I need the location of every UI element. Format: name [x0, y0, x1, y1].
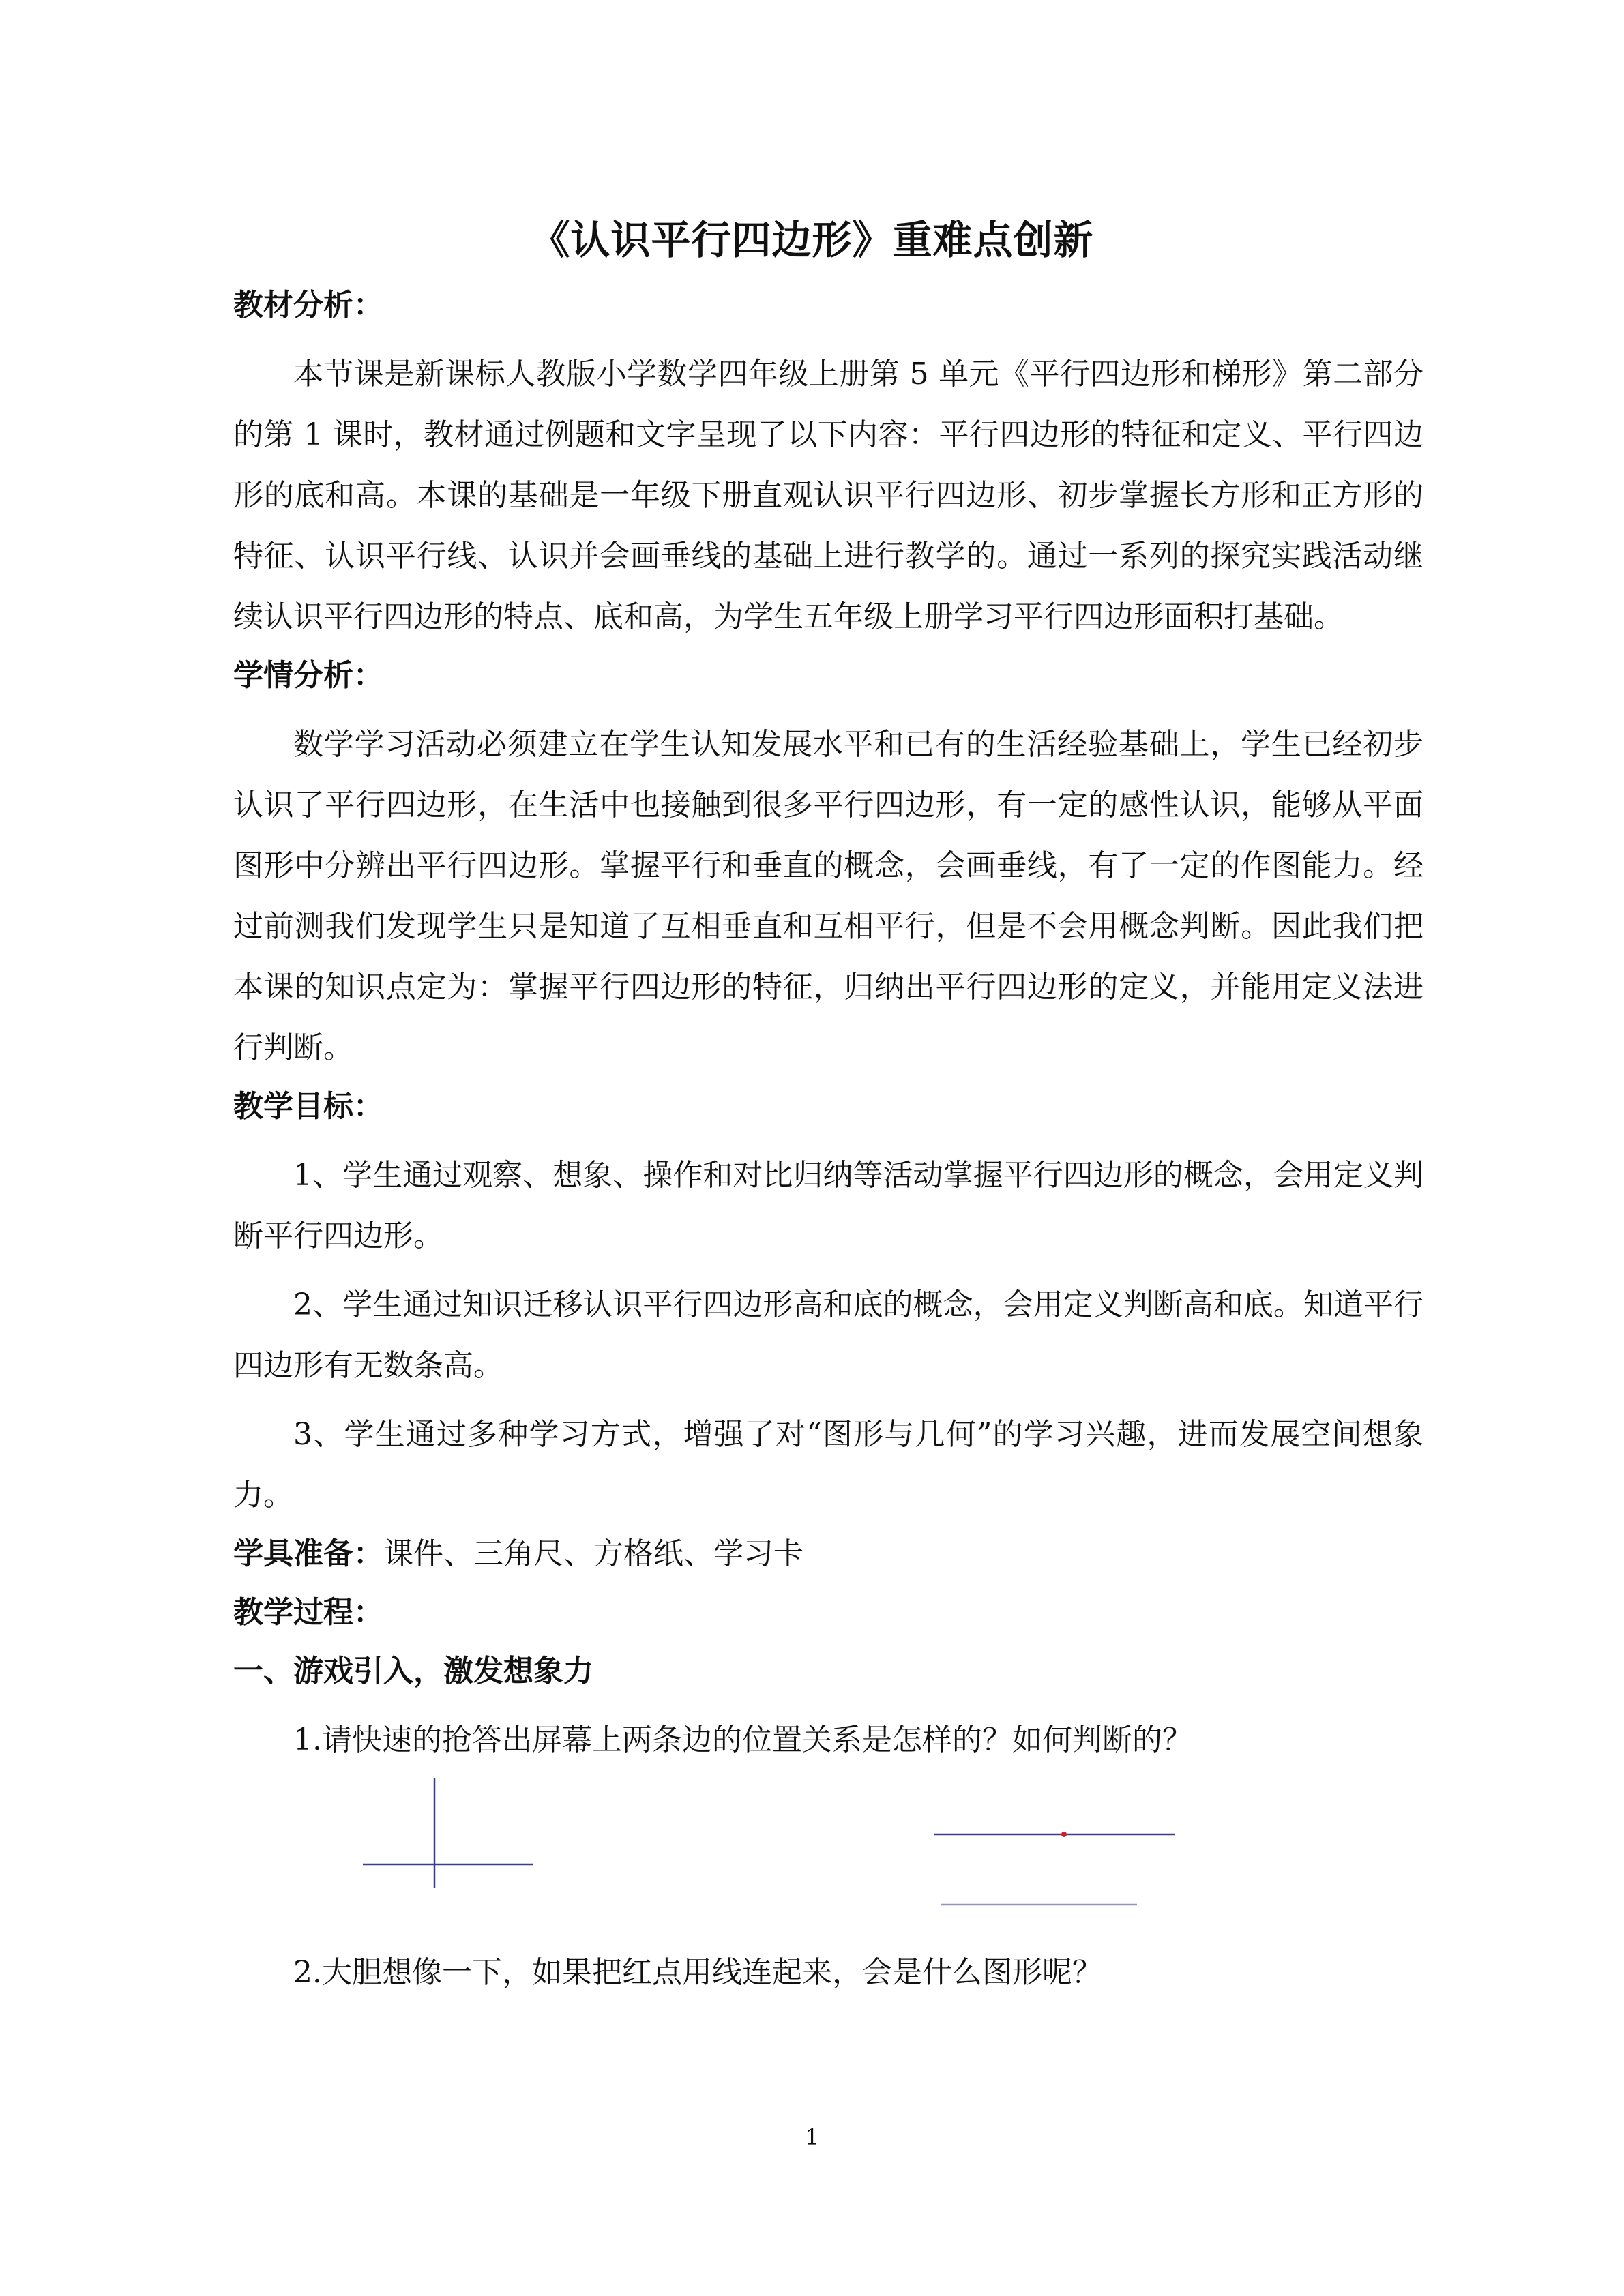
students-paragraph: 数学学习活动必须建立在学生认知发展水平和已有的生活经验基础上，学生已经初步认识了平行四边形，在生活中也接触到很多平行四边形，有一定的感性认识，能够从平面图形中分辨出平行四边形。掌握平行和垂直的概念，会画垂线，有了一定的作图能力。经过前测我们发现学生只是知道了互相垂直和互相平行，但是不会用概念判断。因此我们把本课的知识点定为：掌握平行四边形的特征，归纳出平行四边形的定义，并能用定义法进行判断。 [233, 727, 1423, 1065]
part1-heading: 一、游戏引入，激发想象力 [233, 1654, 593, 1688]
question-2: 2.大胆想像一下，如果把红点用线连起来，会是什么图形呢？ [293, 1955, 1102, 1990]
tools-label: 学具准备： [233, 1536, 383, 1571]
goal-item-2: 2、学生通过知识迁移认识平行四边形高和底的概念，会用定义判断高和底。知道平行四边形有无数条高。 [233, 1287, 1423, 1383]
tools-text: 课件、三角尺、方格纸、学习卡 [383, 1536, 803, 1571]
line-figures [233, 1778, 1423, 1935]
question-1: 1.请快速的抢答出屏幕上两条边的位置关系是怎样的？如何判断的？ [293, 1723, 1192, 1757]
goal-item-3: 3、学生通过多种学习方式，增强了对“图形与几何”的学习兴趣，进而发展空间想象力。 [233, 1417, 1423, 1512]
goal-item-1: 1、学生通过观察、想象、操作和对比归纳等活动掌握平行四边形的概念，会用定义判断平行四边形。 [233, 1158, 1423, 1253]
material-heading: 教材分析： [233, 288, 383, 323]
document-body [233, 285, 1423, 2011]
students-heading: 学情分析： [233, 658, 383, 693]
page-title: 《认识平行四边形》重难点创新 [530, 217, 1094, 263]
tools-line [233, 1534, 1423, 1575]
page-number: 1 [805, 2124, 819, 2150]
goals-heading: 教学目标： [233, 1089, 383, 1124]
process-heading: 教学过程： [233, 1595, 383, 1630]
material-paragraph: 本节课是新课标人教版小学数学四年级上册第 5 单元《平行四边形和梯形》第二部分的第 1 课时，教材通过例题和文字呈现了以下内容：平行四边形的特征和定义、平行四边形的底和高。本课的基础是一年级下册直观认识平行四边形、初步掌握长方形和正方形的特征、认识平行线、认识并会画垂线的基础上进行教学的。通过一系列的探究实践活动继续认识平行四边形的特点、底和高，为学生五年级上册学习平行四边形面积打基础。 [233, 357, 1423, 634]
line-figures-svg [233, 1778, 1423, 1935]
red-dot [1061, 1832, 1067, 1837]
